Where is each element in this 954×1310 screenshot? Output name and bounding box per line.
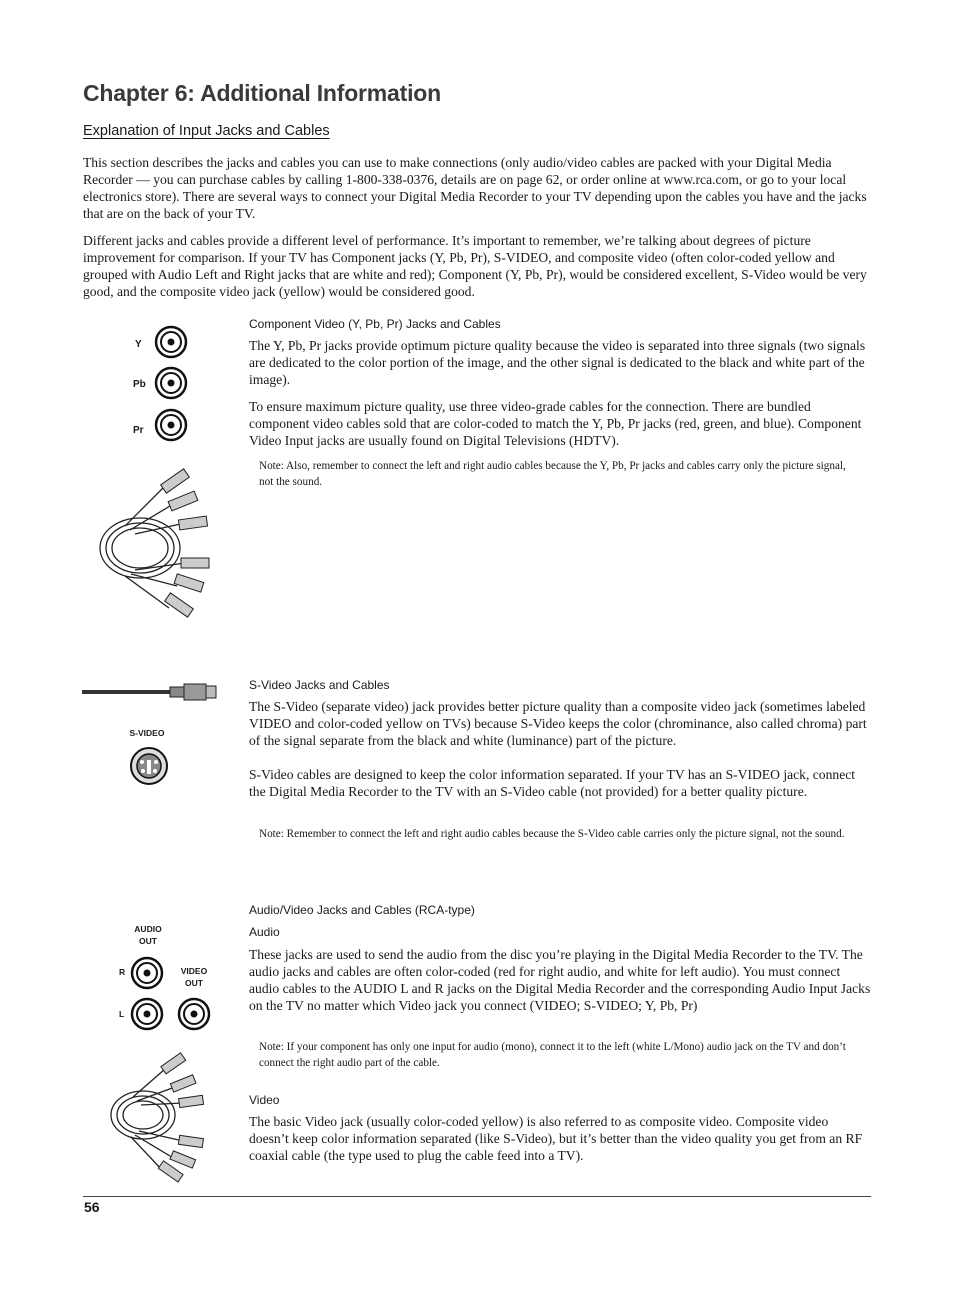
component-jacks-illustration xyxy=(115,320,225,450)
av-jacks-illustration xyxy=(110,920,230,1040)
rca-jacks-icon xyxy=(110,920,230,1040)
svideo-note: Note: Remember to connect the left and right audio cables because the S-Video cable carries only the picture signal, not the sound. xyxy=(259,828,845,840)
page-number: 56 xyxy=(84,1199,100,1215)
component-note: Note: Also, remember to connect the left and right audio cables because the Y, Pb, Pr jacks and cables carry only the picture signal, not the sound. xyxy=(259,460,846,488)
av-heading: Audio/Video Jacks and Cables (RCA-type) xyxy=(249,903,475,917)
component-cable-icon xyxy=(95,468,225,628)
svideo-paragraph-2: S-Video cables are designed to keep the color information separated. If your TV has an S-VIDEO jack, connect the Digital Media Recorder to the TV with an S-Video cable (not provided) for a better quality picture. xyxy=(249,767,856,799)
audio-out-label: AUDIO OUT xyxy=(134,924,162,946)
video-paragraph: The basic Video jack (usually color-coded yellow) is also referred to as composite video. Composite video doesn’t keep color information separated (like S-Video), but it’s better than the video quality you get from an RF coaxial cable (the type used to plug the cable feed into a TV). xyxy=(249,1114,863,1163)
audio-paragraph: These jacks are used to send the audio from the disc you’re playing in the Digital Media Recorder to the TV. The audio jacks and cables are often color-coded (red for right audio, and white for left audio). You must connect audio cables to the AUDIO L and R jacks on the Digital Media Recorder and the corresponding Audio Input Jacks on the TV no matter which Video jack you connect (VIDEO; S-VIDEO; Y, Pb, Pr) xyxy=(249,947,871,1013)
chapter-title: Chapter 6: Additional Information xyxy=(83,80,441,106)
section-title: Explanation of Input Jacks and Cables xyxy=(83,123,330,139)
component-cable-illustration xyxy=(95,468,225,628)
intro-paragraph-1: This section describes the jacks and cables you can use to make connections (only audio/video cables are packed with your Digital Media Recorder — you can purchase cables by calling 1-800-338-0376, details are on page 62, or order online at www.rca.com, or go to your local electronics store). There are several ways to connect your Digital Media Recorder to your TV depending upon the cables you have and the jacks that are on the back of your TV. xyxy=(83,155,867,221)
component-heading: Component Video (Y, Pb, Pr) Jacks and Cables xyxy=(249,317,501,331)
jack-label-y: Y xyxy=(135,339,142,350)
audio-r-label: R xyxy=(119,967,126,977)
svideo-illustration xyxy=(80,680,230,790)
component-paragraph-2: To ensure maximum picture quality, use three video-grade cables for the connection. There are bundled component video cables sold that are color-coded to match the Y, Pb, Pr jacks (red, green, and blue). Component Video Input jacks are usually found on Digital Televisions (HDTV). xyxy=(249,399,862,448)
audio-note: Note: If your component has only one input for audio (mono), connect it to the left (white L/Mono) audio jack on the TV and don’t connect the right audio part of the cable. xyxy=(259,1041,846,1069)
jack-label-pb: Pb xyxy=(133,379,146,390)
video-subheading: Video xyxy=(249,1093,280,1107)
intro-paragraph-2: Different jacks and cables provide a different level of performance. It’s important to remember, we’re talking about degrees of picture improvement for comparison. If your TV has Component jacks (Y, Pb, Pr), S-VIDEO, and composite video (often color-coded yellow and grouped with Audio Left and Right jacks that are white and red); Component (Y, Pb, Pr), would be considered excellent, S-Video would be very good, and the composite video jack (yellow) would be considered good. xyxy=(83,233,867,299)
audio-subheading: Audio xyxy=(249,925,280,939)
video-out-label: VIDEO OUT xyxy=(180,966,208,988)
svideo-heading: S-Video Jacks and Cables xyxy=(249,678,390,692)
component-jacks-icon xyxy=(115,320,225,450)
component-paragraph-1: The Y, Pb, Pr jacks provide optimum picture quality because the video is separated into three signals (two signals are dedicated to the color portion of the image, and the other signal is dedicated to the black and white part of the image). xyxy=(249,338,866,387)
rca-cable-icon xyxy=(105,1055,215,1175)
footer-rule xyxy=(83,1196,871,1197)
svideo-jack-label: S-VIDEO xyxy=(129,728,165,738)
audio-l-label: L xyxy=(119,1009,125,1019)
rca-cable-illustration xyxy=(105,1055,215,1175)
svideo-paragraph-1: The S-Video (separate video) jack provides better picture quality than a composite video jack (sometimes labeled VIDEO and color-coded yellow on TVs) because S-Video keeps the color (chrominance, also called chroma) part of the signal separate from the black and white (luminance) part of the picture. xyxy=(249,699,867,748)
jack-label-pr: Pr xyxy=(133,425,144,436)
